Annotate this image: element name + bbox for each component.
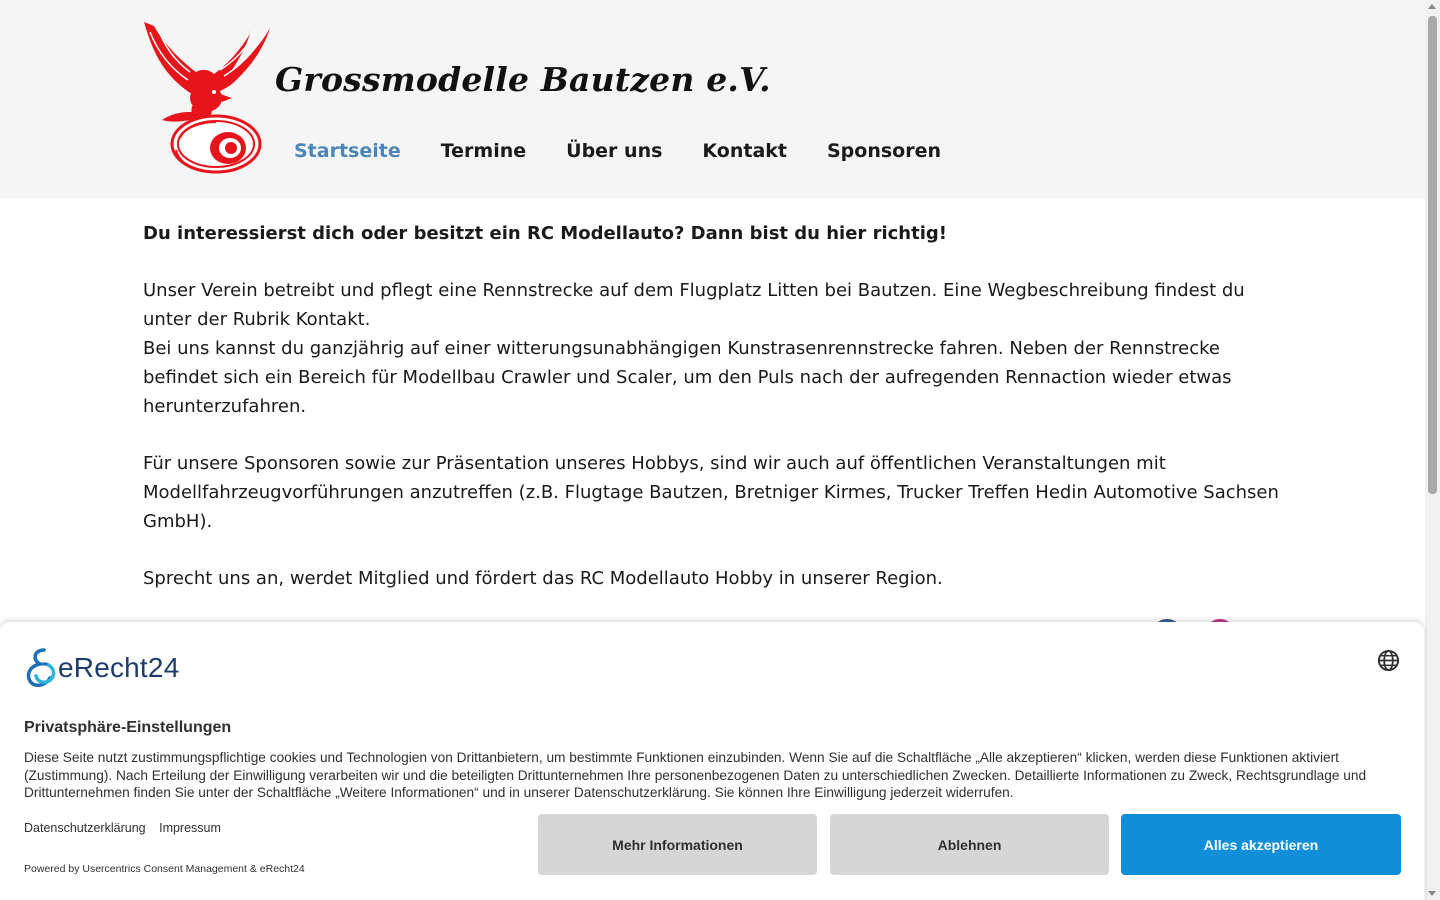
nav-item-termine[interactable]: Termine <box>440 140 527 162</box>
deny-button[interactable]: Ablehnen <box>830 814 1109 875</box>
nav-item-ueber-uns[interactable]: Über uns <box>566 140 663 162</box>
events-paragraph: Für unsere Sponsoren sowie zur Präsentation unseres Hobbys, sind wir auch auf öffentlichen Veranstaltungen mit Modellfahrzeugvorführungen anzutreffen (z.B. Flugtage Bautzen, Bretniger Kirmes, Trucker Treffen Hedin Automotive Sachsen GmbH). <box>143 453 1279 532</box>
site-header <box>0 0 1425 198</box>
more-information-button[interactable]: Mehr Informationen <box>538 814 817 875</box>
erecht24-logo-icon <box>24 648 58 688</box>
imprint-link[interactable]: Impressum <box>159 821 221 835</box>
main-nav <box>294 140 981 162</box>
consent-description: Diese Seite nutzt zustimmungspflichtige cookies und Technologien von Drittanbietern, um bestimmte Funktionen einzubinden. Wenn Sie auf die Schaltfläche „Alle akzeptieren“ klicken, werden diese Funktionen aktiviert (Zustimmung). Nach Erteilung der Einwilligung verarbeiten wir und die beteiligten Drittunternehmen Ihre personenbezogenen Daten zu unterschiedlichen Zwecken. Detaillierte Informationen zu Zweck, Rechtsgrundlage und Drittunternehmen finden Sie unter der Schaltfläche „Weitere Informationen“ und in unserer Datenschutzerklärung. Sie können Ihre Einwilligung jederzeit widerrufen. <box>24 750 1367 800</box>
accept-all-button[interactable]: Alles akzeptieren <box>1121 814 1401 875</box>
scroll-up-arrow-icon[interactable] <box>1428 4 1436 9</box>
scroll-thumb[interactable] <box>1428 16 1437 494</box>
intro-line-1: Unser Verein betreibt und pflegt eine Rennstrecke auf dem Flugplatz Litten bei Bautzen. Eine Wegbeschreibung findest du unter der Rubrik Kontakt. <box>143 280 1245 330</box>
consent-banner <box>0 622 1424 900</box>
intro-line-2: Bei uns kannst du ganzjährig auf einer witterungsunabhängigen Kunstrasenrennstrecke fahren. Neben der Rennstrecke befindet sich ein Bereich für Modellbau Crawler und Scaler, um den Puls nach der aufregenden Rennaction wieder etwas herunterzufahren. <box>143 338 1232 417</box>
consent-title: Privatsphäre-Einstellungen <box>24 719 232 736</box>
nav-item-sponsoren[interactable]: Sponsoren <box>827 140 942 162</box>
nav-item-startseite[interactable]: Startseite <box>294 140 401 162</box>
consent-links <box>24 821 231 835</box>
nav-item-kontakt[interactable]: Kontakt <box>702 140 787 162</box>
scroll-down-arrow-icon[interactable] <box>1428 891 1436 896</box>
eagle-logo-icon[interactable] <box>140 20 274 176</box>
language-globe-icon[interactable] <box>1377 649 1400 672</box>
consent-brand: eRecht24 <box>58 652 180 683</box>
powered-by-text: Powered by Usercentrics Consent Management & eRecht24 <box>24 863 305 875</box>
privacy-policy-link[interactable]: Datenschutzerklärung <box>24 821 146 835</box>
main-content <box>143 219 1283 678</box>
lead-text: Du interessierst dich oder besitzt ein RC Modellauto? Dann bist du hier richtig! <box>143 223 947 244</box>
page-scrollbar[interactable] <box>1425 0 1440 900</box>
intro-paragraph <box>143 276 1283 421</box>
site-title[interactable]: Grossmodelle Bautzen e.V. <box>275 60 771 99</box>
membership-paragraph: Sprecht uns an, werdet Mitglied und fördert das RC Modellauto Hobby in unserer Region. <box>143 568 943 589</box>
